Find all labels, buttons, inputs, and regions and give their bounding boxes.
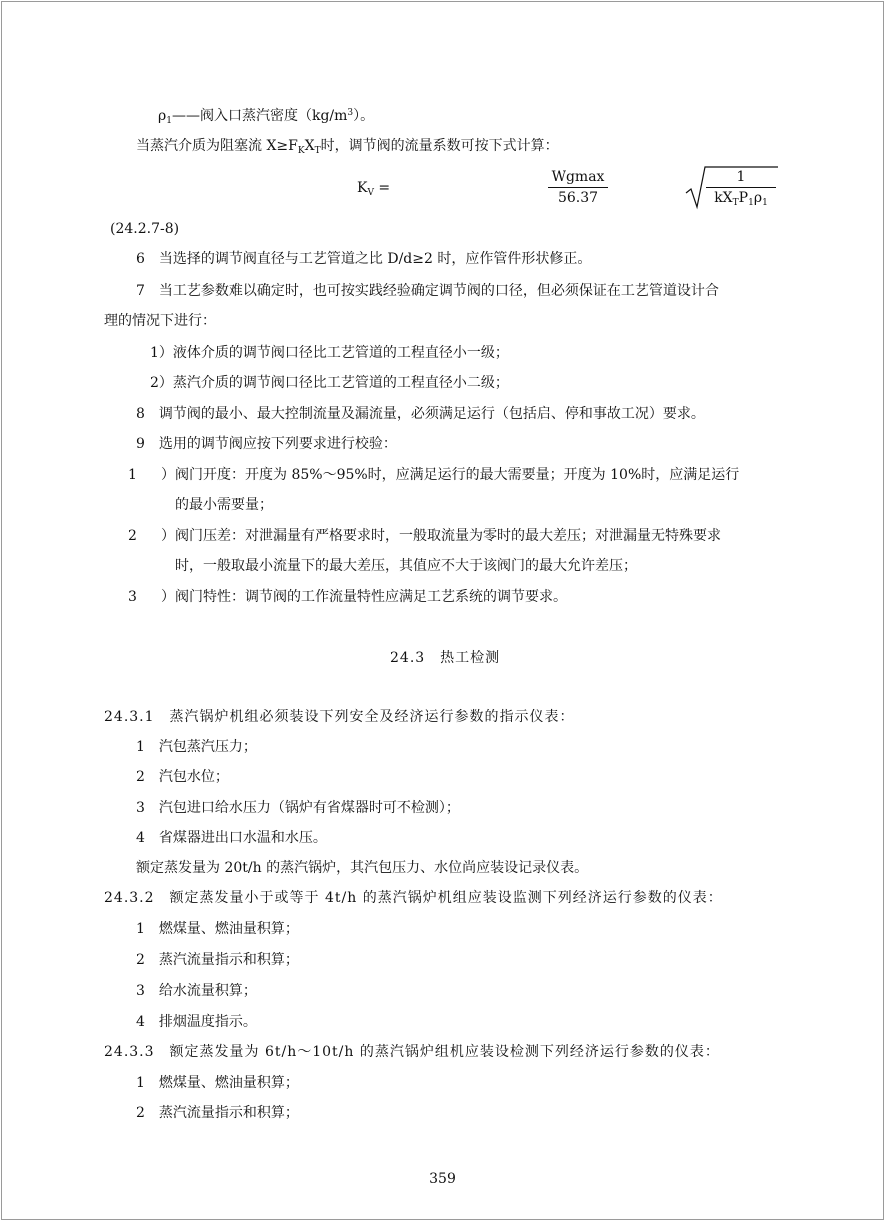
formula-eq: =: [373, 180, 391, 196]
text-line: 9 选用的调节阀应按下列要求进行校验：: [136, 436, 397, 452]
text-line: 额定蒸发量为 20t/h 的蒸汽锅炉，其汽包压力、水位尚应装设记录仪表。: [136, 860, 589, 876]
list-item: 2 汽包水位；: [136, 769, 229, 785]
fraction-denominator: 56.37: [557, 190, 599, 206]
subscript: 1: [748, 198, 754, 208]
root-denominator: [706, 189, 776, 207]
clause-heading: 24.3.1 蒸汽锅炉机组必须装设下列安全及经济运行参数的指示仪表：: [104, 709, 575, 725]
text-line: 7 当工艺参数难以确定时，也可按实践经验确定调节阀的口径，但必须保证在工艺管道设计合: [136, 283, 719, 299]
list-number: 1: [128, 467, 137, 483]
list-item: 1 汽包蒸汽压力；: [136, 739, 257, 755]
text-line: 6 当选择的调节阀直径与工艺管道之比 D/d≥2 时，应作管件形状修正。: [136, 251, 592, 267]
rho-symbol: ρ: [158, 108, 167, 124]
text-line: 2）蒸汽介质的调节阀口径比工艺管道的工程直径小二级；: [150, 375, 509, 391]
list-item: 4 省煤器进出口水温和水压。: [136, 830, 327, 846]
text-line: ）阀门特性：调节阀的工作流量特性应满足工艺系统的调节要求。: [161, 589, 567, 605]
list-item: 4 排烟温度指示。: [136, 1014, 257, 1030]
formula-fraction: [548, 168, 608, 207]
fraction-bar: [548, 187, 608, 188]
denominator-part: ρ: [753, 190, 763, 206]
text-line: 的最小需要量；: [175, 497, 273, 513]
list-item: 1 燃煤量、燃油量积算；: [136, 1075, 299, 1091]
superscript: 3: [347, 108, 354, 118]
clause-heading: 24.3.3 额定蒸发量为 6t/h～10t/h 的蒸汽锅炉组机应装设检测下列经济运行参数的仪表：: [104, 1044, 720, 1060]
text-line: ）阀门开度：开度为 85%～95%时，应满足运行的最大需要量；开度为 10%时，应满足运行: [161, 467, 740, 483]
equation-number: (24.2.7-8): [110, 221, 180, 237]
line-text: ——阀入口蒸汽密度（kg/m: [171, 108, 348, 124]
text-line: ）阀门压差：对泄漏量有严格要求时，一般取流量为零时的最大差压；对泄漏量无特殊要求: [161, 528, 721, 544]
section-title: 24.3 热工检测: [390, 650, 501, 666]
line-text: 当蒸汽介质为阻塞流 X≥F: [136, 138, 298, 154]
text-line: [158, 106, 374, 126]
text-line: 1）液体介质的调节阀口径比工艺管道的工程直径小一级；: [150, 345, 509, 361]
list-item: 3 给水流量积算；: [136, 983, 257, 999]
subscript: V: [367, 188, 374, 198]
list-number: 2: [128, 528, 137, 544]
list-number: 3: [128, 589, 137, 605]
text-line: 理的情况下进行：: [104, 313, 216, 329]
root-fraction: [706, 168, 776, 207]
text-line: 时，一般取最小流量下的最大差压，其值应不大于该阀门的最大允许差压；: [175, 558, 637, 574]
fraction-numerator: Wgmax: [551, 169, 605, 185]
line-text: X: [304, 138, 315, 154]
subscript: 1: [762, 198, 768, 208]
subscript: T: [314, 146, 321, 156]
fraction-bar: [706, 187, 776, 188]
subscript: K: [297, 146, 305, 156]
formula-k: K: [357, 180, 368, 196]
subscript: T: [732, 198, 739, 208]
list-item: 2 蒸汽流量指示和积算；: [136, 1105, 299, 1121]
denominator-part: kX: [714, 190, 733, 206]
denominator-part: P: [738, 190, 749, 206]
list-item: 1 燃煤量、燃油量积算；: [136, 921, 299, 937]
text-line: [136, 136, 559, 156]
root-numerator: 1: [736, 169, 746, 185]
line-text: ）。: [353, 108, 375, 124]
subscript: 1: [166, 116, 172, 126]
list-item: 3 汽包进口给水压力（锅炉有省煤器时可不检测）；: [136, 800, 460, 816]
clause-heading: 24.3.2 额定蒸发量小于或等于 4t/h 的蒸汽锅炉机组应装设监测下列经济运行参数的仪表：: [104, 890, 723, 906]
line-text: 时，调节阀的流量系数可按下式计算：: [320, 138, 559, 154]
text-line: 8 调节阀的最小、最大控制流量及漏流量，必须满足运行（包括启、停和事故工况）要求。: [136, 406, 705, 422]
page-number: 359: [429, 1171, 456, 1187]
list-item: 2 蒸汽流量指示和积算；: [136, 952, 299, 968]
formula-lhs: [357, 178, 390, 198]
